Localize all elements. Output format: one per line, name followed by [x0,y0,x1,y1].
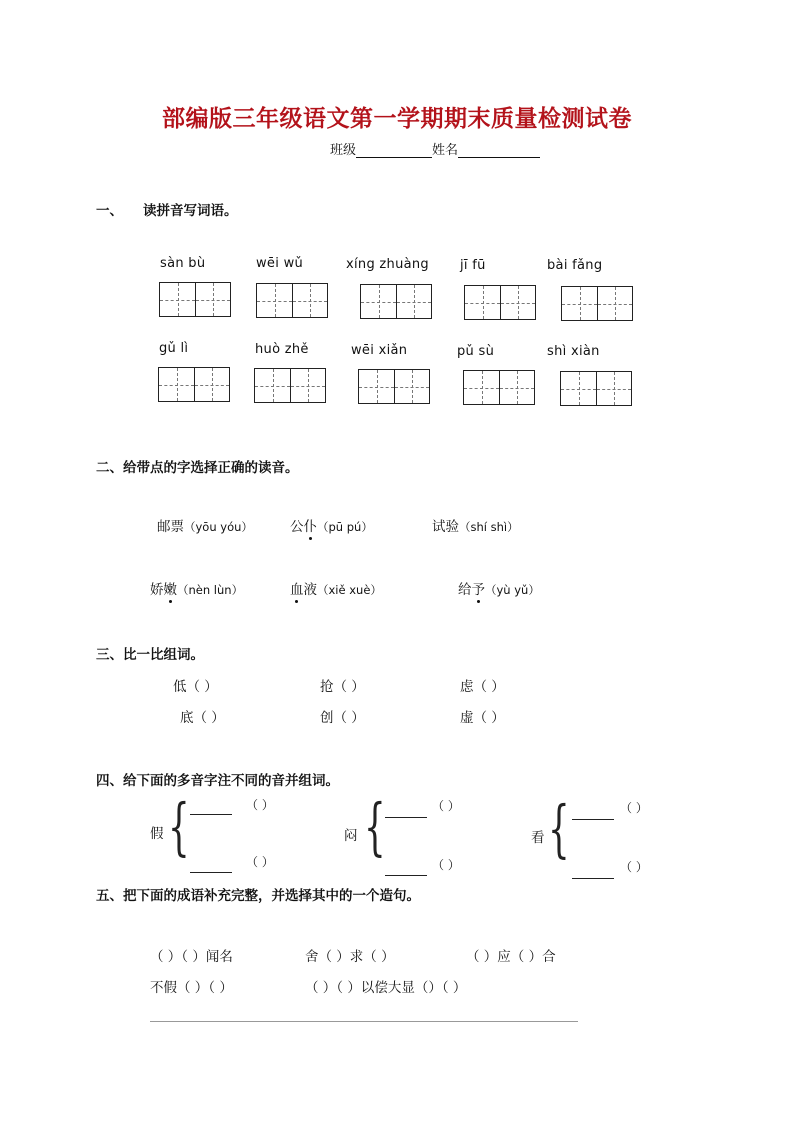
q5-item: （ ）（ ）以偿大显（）（ ） [305,980,467,996]
q5-item: （ ）（ ）闻名 [150,949,233,965]
q2-item: 血液（xiě xuè） [290,578,382,598]
q1-pinyin: huò zhě [255,342,309,357]
class-label: 班级 [330,143,357,158]
q1-pinyin: xíng zhuàng [346,257,429,272]
brace-icon: { [548,792,570,865]
q4-char: 闷 [344,828,358,844]
q5-item: 不假（ ）（ ） [150,980,233,996]
q5-item: 舍（ ）求（ ） [305,949,395,965]
name-field[interactable] [458,143,540,158]
q5-heading: 五、把下面的成语补充完整，并选择其中的一个造句。 [96,888,420,904]
writing-grid[interactable] [358,369,430,404]
q3-item: 虑（ ） [460,679,505,695]
q3-item: 抢（ ） [320,679,365,695]
q2-item: 公仆（pū pú） [290,515,373,535]
q1-pinyin: wēi wǔ [256,256,304,271]
writing-grid[interactable] [254,368,326,403]
q2-item: 试验（shí shì） [432,519,519,535]
q2-item: 邮票（yōu yóu） [157,519,253,535]
q1-pinyin: jī fū [460,258,486,273]
writing-grid[interactable] [463,370,535,405]
answer-line[interactable] [150,1021,578,1022]
writing-grid[interactable] [159,282,231,317]
q1-pinyin: pǔ sù [457,344,495,359]
brace-icon: { [364,790,386,863]
writing-grid[interactable] [158,367,230,402]
q1-pinyin: wēi xiǎn [351,343,408,358]
writing-grid[interactable] [256,283,328,318]
q3-heading: 三、比一比组词。 [96,647,204,663]
q1-pinyin: gǔ lì [159,341,189,356]
q5-item: （ ）应（ ）合 [466,949,556,965]
writing-grid[interactable] [560,371,632,406]
q4-heading: 四、给下面的多音字注不同的音并组词。 [96,773,339,789]
brace-icon: { [168,790,190,863]
name-label: 姓名 [432,143,459,158]
q1-pinyin: bài fǎng [547,258,603,273]
q4-char: 假 [150,826,164,842]
q3-item: 低（ ） [173,679,218,695]
q1-pinyin: sàn bù [160,256,206,271]
writing-grid[interactable] [360,284,432,319]
name-line [330,139,540,158]
q1-pinyin: shì xiàn [547,344,600,359]
q2-heading: 二、给带点的字选择正确的读音。 [96,460,299,476]
class-field[interactable] [356,143,432,158]
q2-item: 娇嫩（nèn lùn） [150,578,243,598]
writing-grid[interactable] [561,286,633,321]
q4-char: 看 [531,830,545,846]
q3-item: 虚（ ） [460,710,505,726]
q1-heading: 读拼音写词语。 [143,203,238,219]
q3-item: 创（ ） [320,710,365,726]
q2-item: 给予（yù yǔ） [458,578,540,598]
q1-number: 一、 [96,203,123,219]
page-title: 部编版三年级语文第一学期期末质量检测试卷 [162,106,632,132]
q3-item: 底（ ） [180,710,225,726]
writing-grid[interactable] [464,285,536,320]
